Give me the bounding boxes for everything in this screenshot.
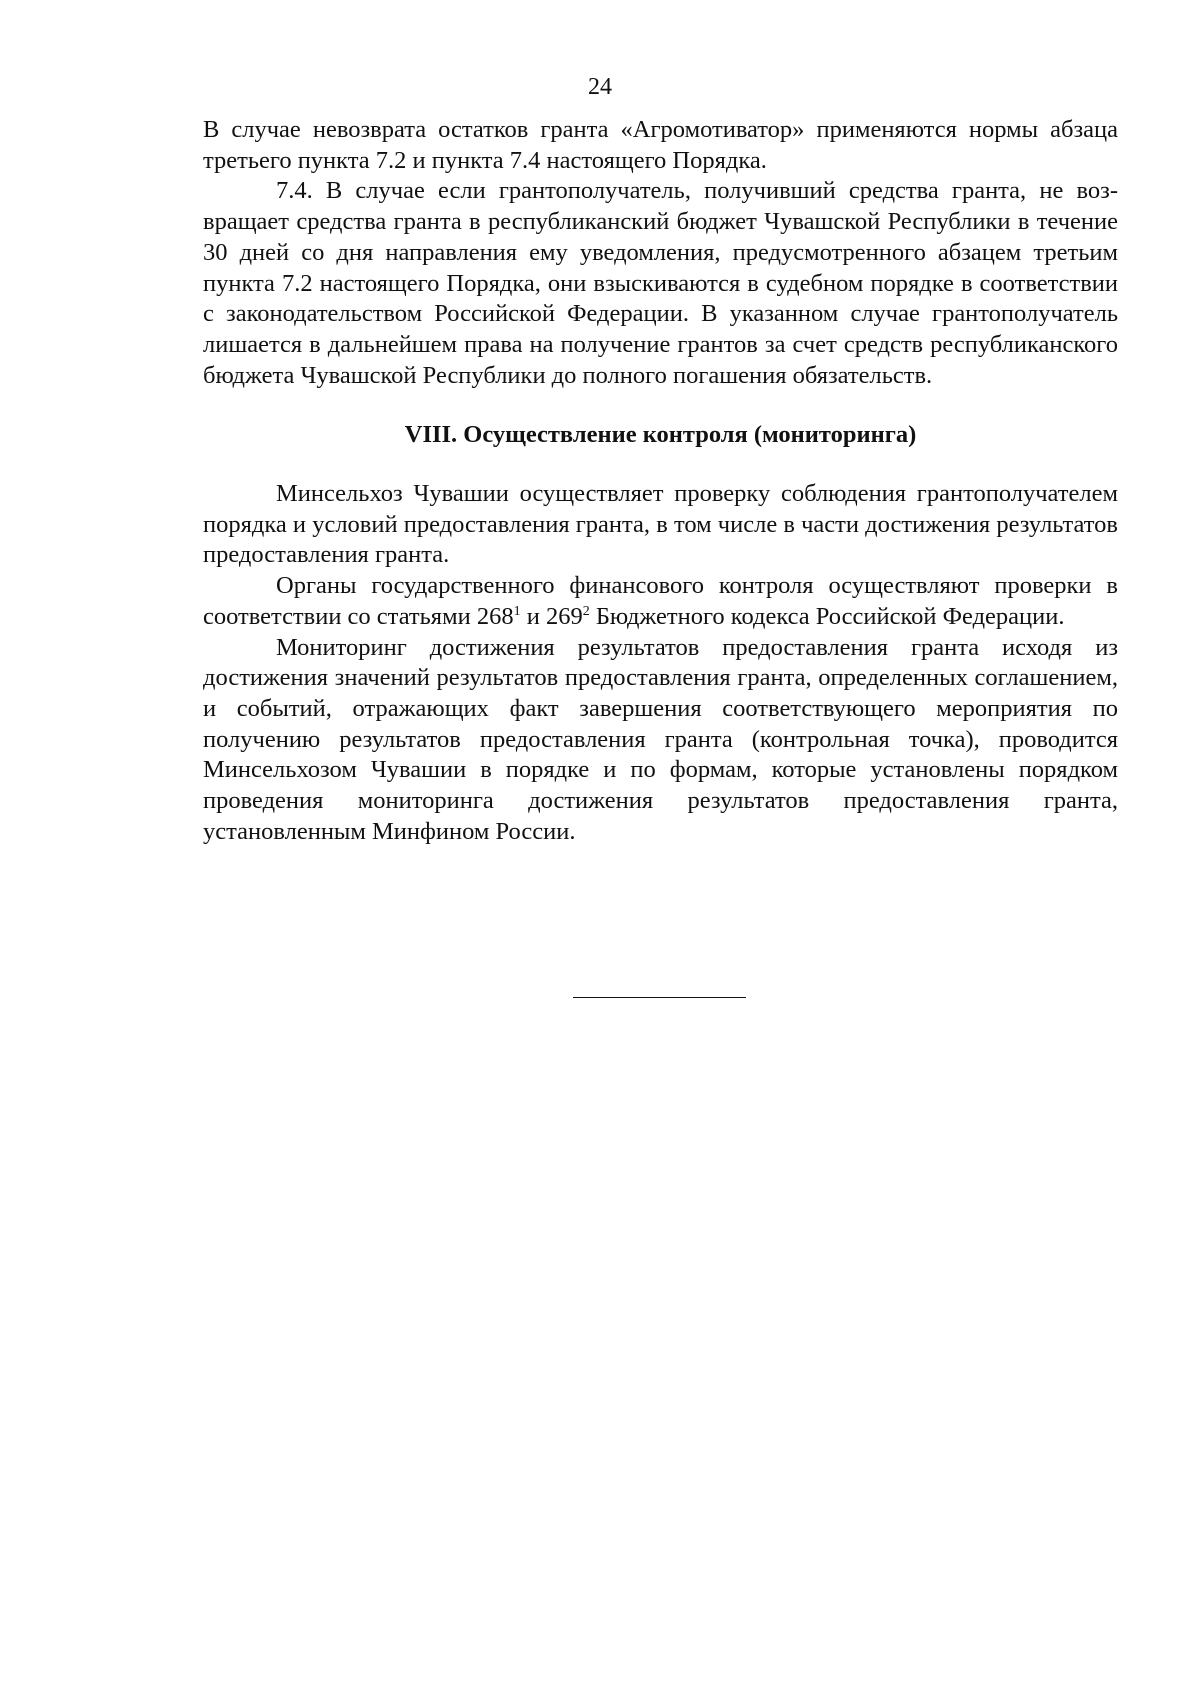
paragraph-ministry-check: Минсельхоз Чувашии осуществляет проверку соблюдения грантополучателем порядка и условий предоставления гранта, в том числе в части достижения результатов предоставления гранта.: [203, 480, 1118, 569]
state-control-text-2: и 269: [520, 602, 583, 630]
paragraph-7-4: 7.4. В случае если грантополучатель, получивший средства гранта, не возвращает средства гранта в республиканский бюджет Чувашской Республики в течение 30 дней со дня направления ему уведомления, предусмотренного абзацем третьим пункта 7.2 настоящего Порядка, они взыскиваются в судебном порядке в соответствии с законодательством Российской Федерации. В указанном случае грантополучатель лишается в дальнейшем права на получение грантов за счет средств республиканского бюджета Чувашской Республики до полного погашения обязательств.: [203, 177, 1118, 389]
end-divider: [573, 997, 746, 998]
paragraph-nonreturn: В случае невозврата остатков гранта «Агромотиватор» применяются нормы абзаца третьего пункта 7.2 и пункта 7.4 настоящего Порядка.: [203, 116, 1118, 174]
state-control-text-3: Бюджетного кодекса Российской Федерации.: [589, 602, 1065, 630]
document-body: [203, 115, 1118, 847]
paragraph-monitoring: Мониторинг достижения результатов предоставления гранта исходя из достижения значений результатов предоставления гранта, определенных соглашением, и событий, отражающих факт завершения соответствующего мероприятия по получению результатов предоставления гранта (контрольная точка), проводится Минсельхозом Чувашии в порядке и по формам, которые установлены порядком проведения мониторинга достижения результатов предоставления гранта, установленным Минфином России.: [203, 633, 1118, 845]
state-control-text: Органы государственного финансового контроля осуществляют проверки в соответствии со статьями 268: [203, 572, 1118, 630]
footnote-mark-2: 2: [582, 603, 590, 619]
paragraph-state-control: [203, 571, 1118, 632]
footnote-mark-1: 1: [513, 603, 521, 619]
section-heading: VIII. Осуществление контроля (мониторинга): [404, 421, 917, 449]
page-number: 24: [588, 74, 612, 100]
